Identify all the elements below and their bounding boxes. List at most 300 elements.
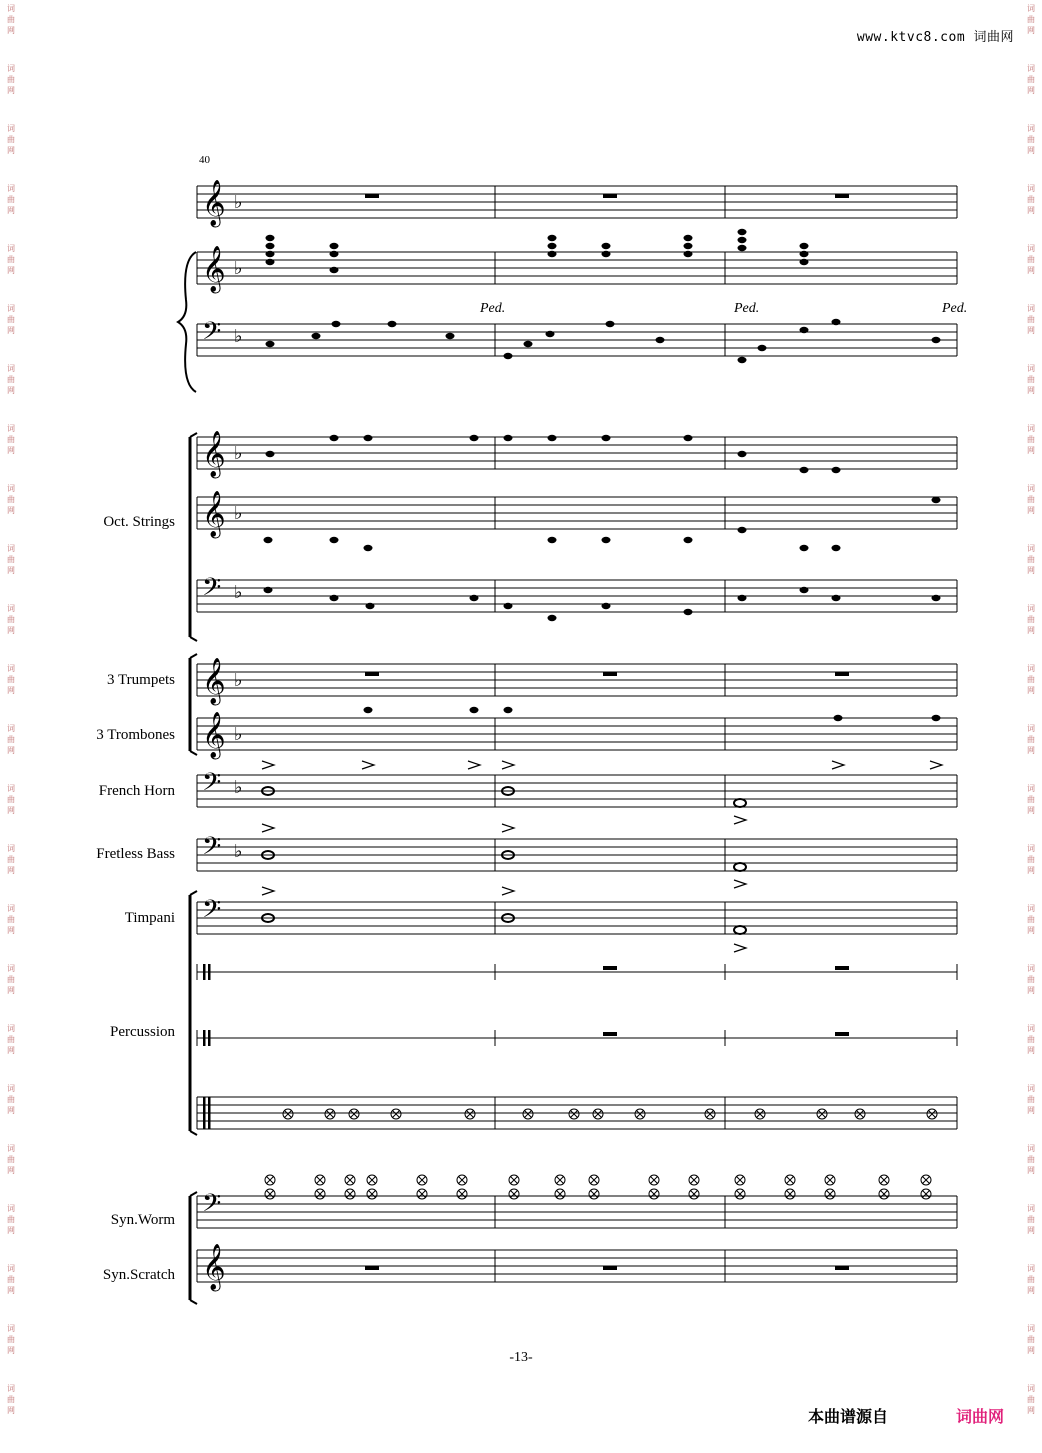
watermark-glyph: 网 xyxy=(1027,806,1035,815)
watermark-glyph: 曲 xyxy=(7,315,15,324)
note-head xyxy=(548,251,557,257)
watermark-glyph: 词 xyxy=(7,1324,15,1333)
label-syn-scratch: Syn.Scratch xyxy=(102,1267,175,1283)
note-head xyxy=(330,595,339,601)
watermark-glyph: 词 xyxy=(1027,664,1035,673)
watermark-glyph: 网 xyxy=(1027,1046,1035,1055)
note-head xyxy=(266,235,275,241)
watermark-glyph: 网 xyxy=(7,986,15,995)
watermark-glyph: 词 xyxy=(1027,64,1035,73)
watermark-glyph: 词 xyxy=(1027,1324,1035,1333)
note-head xyxy=(684,243,693,249)
watermark-glyph: 词 xyxy=(7,964,15,973)
watermark-glyph: 词 xyxy=(7,244,15,253)
watermark-glyph: 网 xyxy=(1027,926,1035,935)
watermark-glyph: 词 xyxy=(7,664,15,673)
note-head xyxy=(266,259,275,265)
bass-clef-icon: 𝄢 xyxy=(202,832,222,867)
watermark-glyph: 词 xyxy=(7,4,15,13)
note-head xyxy=(800,251,809,257)
treble-clef-icon: 𝄞 xyxy=(202,712,226,758)
note-head xyxy=(470,595,479,601)
treble-clef-icon: 𝄞 xyxy=(202,1244,226,1290)
note-head xyxy=(546,331,555,337)
note-head xyxy=(602,435,611,441)
watermark-glyph: 网 xyxy=(7,386,15,395)
accent-mark xyxy=(734,816,746,824)
note-head xyxy=(738,451,747,457)
flat-key-signature-icon: ♭ xyxy=(234,582,243,603)
label-syn-worm: Syn.Worm xyxy=(110,1212,175,1228)
watermark-glyph: 曲 xyxy=(1027,975,1035,984)
brass-bracket-cap xyxy=(190,654,197,658)
watermark-glyph: 曲 xyxy=(7,75,15,84)
note-head xyxy=(266,451,275,457)
bass-clef-icon: 𝄢 xyxy=(202,895,222,930)
watermark-glyph: 曲 xyxy=(1027,255,1035,264)
accent-mark xyxy=(734,944,746,952)
page-number: -13- xyxy=(509,1350,533,1365)
accent-mark xyxy=(362,761,374,769)
whole-rest xyxy=(365,194,379,198)
watermark-glyph: 曲 xyxy=(1027,855,1035,864)
watermark-glyph: 词 xyxy=(7,1084,15,1093)
pedal-mark-1: Ped. xyxy=(480,301,506,316)
whole-rest xyxy=(835,672,849,676)
note-head xyxy=(548,615,557,621)
brass-bracket-cap xyxy=(190,751,197,755)
note-head xyxy=(364,435,373,441)
flat-key-signature-icon: ♭ xyxy=(234,503,243,524)
watermark-glyph: 词 xyxy=(1027,364,1035,373)
whole-rest xyxy=(835,1032,849,1036)
note-head xyxy=(548,235,557,241)
whole-rest xyxy=(835,1266,849,1270)
note-head xyxy=(832,545,841,551)
treble-clef-icon: 𝄞 xyxy=(202,658,226,704)
note-head xyxy=(834,715,843,721)
staff-system xyxy=(178,180,957,1304)
watermark-glyph: 网 xyxy=(1027,686,1035,695)
note-head xyxy=(602,603,611,609)
whole-note xyxy=(734,799,746,807)
note-head xyxy=(264,587,273,593)
bass-clef-icon: 𝄢 xyxy=(202,317,222,352)
watermark-glyph: 曲 xyxy=(1027,735,1035,744)
note-head xyxy=(932,595,941,601)
note-head xyxy=(266,341,275,347)
watermark-glyph: 词 xyxy=(7,424,15,433)
watermark-glyph: 词 xyxy=(7,1384,15,1393)
watermark-glyph: 曲 xyxy=(7,1215,15,1224)
pedal-mark-3: Ped. xyxy=(942,301,968,316)
watermark-glyph: 网 xyxy=(1027,1166,1035,1175)
watermark-glyph: 曲 xyxy=(1027,1095,1035,1104)
piano-brace xyxy=(178,252,196,392)
watermark-glyph: 词 xyxy=(1027,1084,1035,1093)
accent-mark xyxy=(468,761,480,769)
watermark-glyph: 曲 xyxy=(7,735,15,744)
watermark-glyph: 网 xyxy=(1027,146,1035,155)
whole-rest xyxy=(835,966,849,970)
note-head xyxy=(470,707,479,713)
note-head xyxy=(504,353,513,359)
note-head xyxy=(800,327,809,333)
whole-rest xyxy=(603,1266,617,1270)
note-head xyxy=(684,435,693,441)
watermark-glyph: 网 xyxy=(1027,1226,1035,1235)
accent-mark xyxy=(262,887,274,895)
watermark-glyph: 词 xyxy=(1027,604,1035,613)
accent-mark xyxy=(930,761,942,769)
whole-rest xyxy=(603,966,617,970)
watermark-glyph: 网 xyxy=(1027,26,1035,35)
watermark-glyph: 曲 xyxy=(7,1395,15,1404)
note-head xyxy=(364,545,373,551)
whole-rest xyxy=(365,1266,379,1270)
note-head xyxy=(738,357,747,363)
accent-mark xyxy=(502,824,514,832)
note-head xyxy=(932,497,941,503)
watermark-glyph: 词 xyxy=(1027,304,1035,313)
pedal-mark-2: Ped. xyxy=(734,301,760,316)
note-head xyxy=(264,537,273,543)
note-head xyxy=(330,251,339,257)
watermark-glyph: 网 xyxy=(7,866,15,875)
watermark-glyph: 曲 xyxy=(1027,615,1035,624)
flat-key-signature-icon: ♭ xyxy=(234,326,243,347)
watermark-glyph: 网 xyxy=(7,506,15,515)
treble-clef-icon: 𝄞 xyxy=(202,431,226,477)
watermark-glyph: 词 xyxy=(7,1144,15,1153)
watermark-glyph: 词 xyxy=(7,844,15,853)
watermark-glyph: 词 xyxy=(1027,184,1035,193)
watermark-glyph: 曲 xyxy=(1027,435,1035,444)
watermark-glyph: 词 xyxy=(7,184,15,193)
strings-bracket-cap xyxy=(190,433,197,437)
note-head xyxy=(366,603,375,609)
watermark-glyph: 曲 xyxy=(1027,1275,1035,1284)
treble-clef-icon: 𝄞 xyxy=(202,246,226,292)
synth-bracket-cap xyxy=(190,1192,197,1196)
watermark-glyph: 曲 xyxy=(7,495,15,504)
note-head xyxy=(800,587,809,593)
watermark-glyph: 曲 xyxy=(1027,1335,1035,1344)
watermark-glyph: 网 xyxy=(7,566,15,575)
synth-bracket-cap xyxy=(190,1300,197,1304)
watermark-glyph: 曲 xyxy=(7,555,15,564)
label-trumpets: 3 Trumpets xyxy=(107,672,175,688)
note-head xyxy=(832,319,841,325)
watermark-glyph: 曲 xyxy=(1027,1155,1035,1164)
watermark-glyph: 网 xyxy=(1027,386,1035,395)
flat-key-signature-icon: ♭ xyxy=(234,443,243,464)
bass-clef-icon: 𝄢 xyxy=(202,573,222,608)
note-head xyxy=(504,707,513,713)
note-head xyxy=(312,333,321,339)
watermark-glyph: 网 xyxy=(1027,986,1035,995)
footer-brand: 词曲网 xyxy=(956,1407,1005,1426)
note-head xyxy=(470,435,479,441)
watermark-glyph: 曲 xyxy=(1027,675,1035,684)
watermark-glyph: 网 xyxy=(1027,566,1035,575)
site-name: 词曲网 xyxy=(973,30,1014,45)
watermark-glyph: 网 xyxy=(7,626,15,635)
percussion-clef-icon xyxy=(208,1097,211,1129)
note-head xyxy=(932,715,941,721)
label-french-horn: French Horn xyxy=(98,783,175,799)
label-timpani: Timpani xyxy=(124,910,175,926)
watermark-glyph: 曲 xyxy=(7,375,15,384)
note-head xyxy=(332,321,341,327)
watermark-glyph: 词 xyxy=(1027,1384,1035,1393)
note-head xyxy=(602,243,611,249)
footer-source: 本曲谱源自 xyxy=(808,1407,889,1426)
watermark-glyph: 词 xyxy=(1027,724,1035,733)
note-head xyxy=(330,243,339,249)
note-head xyxy=(330,267,339,273)
watermark-glyph: 曲 xyxy=(7,255,15,264)
label-percussion: Percussion xyxy=(110,1024,175,1040)
watermark-glyph: 曲 xyxy=(7,15,15,24)
label-trombones: 3 Trombones xyxy=(96,727,175,743)
watermark-glyph: 曲 xyxy=(1027,795,1035,804)
watermark-glyph: 词 xyxy=(7,544,15,553)
flat-key-signature-icon: ♭ xyxy=(234,192,243,213)
note-head xyxy=(800,243,809,249)
watermark-glyph: 曲 xyxy=(1027,915,1035,924)
note-head xyxy=(504,435,513,441)
watermark-glyph: 网 xyxy=(7,266,15,275)
note-head xyxy=(738,229,747,235)
note-head xyxy=(266,243,275,249)
note-head xyxy=(932,337,941,343)
watermark-glyph: 曲 xyxy=(7,135,15,144)
bass-clef-icon: 𝄢 xyxy=(202,1189,222,1224)
watermark-glyph: 词 xyxy=(1027,1264,1035,1273)
note-head xyxy=(602,251,611,257)
treble-clef-icon: 𝄞 xyxy=(202,180,226,226)
flat-key-signature-icon: ♭ xyxy=(234,777,243,798)
accent-mark xyxy=(262,761,274,769)
note-head xyxy=(800,467,809,473)
site-url: www.ktvc8.com xyxy=(856,30,966,45)
note-head xyxy=(548,243,557,249)
watermark-glyph: 网 xyxy=(7,806,15,815)
watermark-glyph: 网 xyxy=(1027,1346,1035,1355)
accent-mark xyxy=(502,887,514,895)
watermark-glyph: 网 xyxy=(7,1226,15,1235)
watermark-glyph: 网 xyxy=(7,1346,15,1355)
whole-rest xyxy=(835,194,849,198)
note-head xyxy=(738,595,747,601)
watermark-glyph: 曲 xyxy=(1027,315,1035,324)
whole-rest xyxy=(603,672,617,676)
watermark-glyph: 曲 xyxy=(1027,495,1035,504)
watermark-glyph: 网 xyxy=(7,86,15,95)
note-head xyxy=(800,545,809,551)
note-head xyxy=(684,609,693,615)
percussion-bracket-cap xyxy=(190,891,197,895)
watermark-glyph: 网 xyxy=(1027,206,1035,215)
watermark-glyph: 网 xyxy=(1027,1406,1035,1415)
flat-key-signature-icon: ♭ xyxy=(234,724,243,745)
watermark-glyph: 词 xyxy=(1027,244,1035,253)
whole-rest xyxy=(603,1032,617,1036)
note-head xyxy=(684,235,693,241)
percussion-clef-icon xyxy=(208,1030,211,1046)
watermark-glyph: 网 xyxy=(1027,1286,1035,1295)
label-fretless-bass: Fretless Bass xyxy=(96,846,175,862)
watermark-glyph: 曲 xyxy=(7,855,15,864)
watermark-glyph: 网 xyxy=(7,146,15,155)
watermark-glyph: 曲 xyxy=(7,675,15,684)
note-head xyxy=(330,537,339,543)
watermark-glyph: 词 xyxy=(7,364,15,373)
watermark-glyph: 网 xyxy=(7,326,15,335)
watermark-glyph: 词 xyxy=(7,124,15,133)
watermark-glyph: 词 xyxy=(1027,124,1035,133)
note-head xyxy=(602,537,611,543)
watermark-glyph: 词 xyxy=(1027,844,1035,853)
watermark-glyph: 网 xyxy=(1027,506,1035,515)
watermark-glyph: 曲 xyxy=(7,1335,15,1344)
note-head xyxy=(330,435,339,441)
note-head xyxy=(548,537,557,543)
watermark-glyph: 词 xyxy=(1027,544,1035,553)
watermark-glyph: 曲 xyxy=(7,1155,15,1164)
watermark-glyph: 曲 xyxy=(7,795,15,804)
note-head xyxy=(758,345,767,351)
treble-clef-icon: 𝄞 xyxy=(202,491,226,537)
whole-rest xyxy=(365,672,379,676)
watermark-glyph: 词 xyxy=(7,1264,15,1273)
watermark-glyph: 词 xyxy=(7,904,15,913)
note-head xyxy=(738,245,747,251)
watermark-glyph: 词 xyxy=(7,604,15,613)
bass-clef-icon: 𝄢 xyxy=(202,768,222,803)
watermark-glyph: 词 xyxy=(1027,484,1035,493)
label-oct-strings: Oct. Strings xyxy=(103,514,175,530)
percussion-bracket-cap xyxy=(190,1131,197,1135)
watermark-glyph: 网 xyxy=(7,746,15,755)
flat-key-signature-icon: ♭ xyxy=(234,258,243,279)
watermark-glyph: 词 xyxy=(7,784,15,793)
watermark-glyph: 词 xyxy=(1027,424,1035,433)
watermark-glyph: 曲 xyxy=(7,1095,15,1104)
watermark-glyph: 网 xyxy=(1027,626,1035,635)
watermark-glyph: 网 xyxy=(7,1406,15,1415)
watermark-glyph: 网 xyxy=(1027,866,1035,875)
note-head xyxy=(684,537,693,543)
watermark-glyph: 曲 xyxy=(7,1275,15,1284)
watermark-glyph: 网 xyxy=(7,206,15,215)
note-head xyxy=(446,333,455,339)
watermark-glyph: 曲 xyxy=(1027,195,1035,204)
accent-mark xyxy=(262,824,274,832)
note-head xyxy=(738,237,747,243)
watermark-glyph: 曲 xyxy=(7,615,15,624)
note-head xyxy=(832,467,841,473)
strings-bracket-cap xyxy=(190,637,197,641)
watermark-glyph: 网 xyxy=(7,446,15,455)
watermark-glyph: 曲 xyxy=(7,195,15,204)
whole-note xyxy=(734,863,746,871)
watermark-glyph: 词 xyxy=(1027,4,1035,13)
watermark-glyph: 曲 xyxy=(1027,1035,1035,1044)
watermark-glyph: 词 xyxy=(1027,1204,1035,1213)
note-head xyxy=(524,341,533,347)
note-head xyxy=(266,251,275,257)
watermark-glyph: 曲 xyxy=(1027,15,1035,24)
watermark-glyph: 词 xyxy=(7,1024,15,1033)
watermark-glyph: 网 xyxy=(7,926,15,935)
watermark-glyph: 网 xyxy=(1027,326,1035,335)
watermark-glyph: 词 xyxy=(1027,1024,1035,1033)
watermark-glyph: 网 xyxy=(1027,1106,1035,1115)
watermark-glyph: 曲 xyxy=(7,435,15,444)
percussion-clef-icon xyxy=(203,1030,206,1046)
watermark-glyph: 词 xyxy=(7,724,15,733)
note-head xyxy=(684,251,693,257)
note-head xyxy=(364,707,373,713)
watermark-glyph: 网 xyxy=(7,1286,15,1295)
note-head xyxy=(388,321,397,327)
watermark-glyph: 曲 xyxy=(1027,1395,1035,1404)
accent-mark xyxy=(832,761,844,769)
watermark-glyph: 网 xyxy=(7,686,15,695)
watermark-glyph: 曲 xyxy=(1027,75,1035,84)
percussion-clef-icon xyxy=(203,964,206,980)
watermark-glyph: 词 xyxy=(1027,964,1035,973)
whole-rest xyxy=(603,194,617,198)
note-head xyxy=(800,259,809,265)
watermark-glyph: 曲 xyxy=(1027,135,1035,144)
watermark-glyph: 曲 xyxy=(1027,375,1035,384)
note-head xyxy=(606,321,615,327)
watermark-glyph: 词 xyxy=(7,304,15,313)
flat-key-signature-icon: ♭ xyxy=(234,670,243,691)
watermark-glyph: 词 xyxy=(7,484,15,493)
watermark-glyph: 词 xyxy=(1027,1144,1035,1153)
note-head xyxy=(832,595,841,601)
watermark-glyph: 网 xyxy=(1027,86,1035,95)
accent-mark xyxy=(734,880,746,888)
watermark-glyph: 网 xyxy=(7,1106,15,1115)
watermark-glyph: 曲 xyxy=(7,975,15,984)
watermark-glyph: 词 xyxy=(1027,784,1035,793)
watermark-glyph: 曲 xyxy=(7,1035,15,1044)
watermark-glyph: 词 xyxy=(7,1204,15,1213)
watermark-glyph: 网 xyxy=(1027,746,1035,755)
accent-mark xyxy=(502,761,514,769)
watermark-glyph: 网 xyxy=(7,1046,15,1055)
measure-number: 40 xyxy=(199,154,210,166)
whole-note xyxy=(734,926,746,934)
watermark-glyph: 曲 xyxy=(1027,1215,1035,1224)
note-head xyxy=(548,435,557,441)
watermark-glyph: 曲 xyxy=(7,915,15,924)
watermark-glyph: 词 xyxy=(7,64,15,73)
watermark-glyph: 词 xyxy=(1027,904,1035,913)
note-head xyxy=(656,337,665,343)
flat-key-signature-icon: ♭ xyxy=(234,841,243,862)
notation-marks xyxy=(262,194,942,1270)
watermark-glyph: 网 xyxy=(1027,446,1035,455)
percussion-clef-icon xyxy=(208,964,211,980)
watermark-glyph: 曲 xyxy=(1027,555,1035,564)
watermark-glyph: 网 xyxy=(1027,266,1035,275)
